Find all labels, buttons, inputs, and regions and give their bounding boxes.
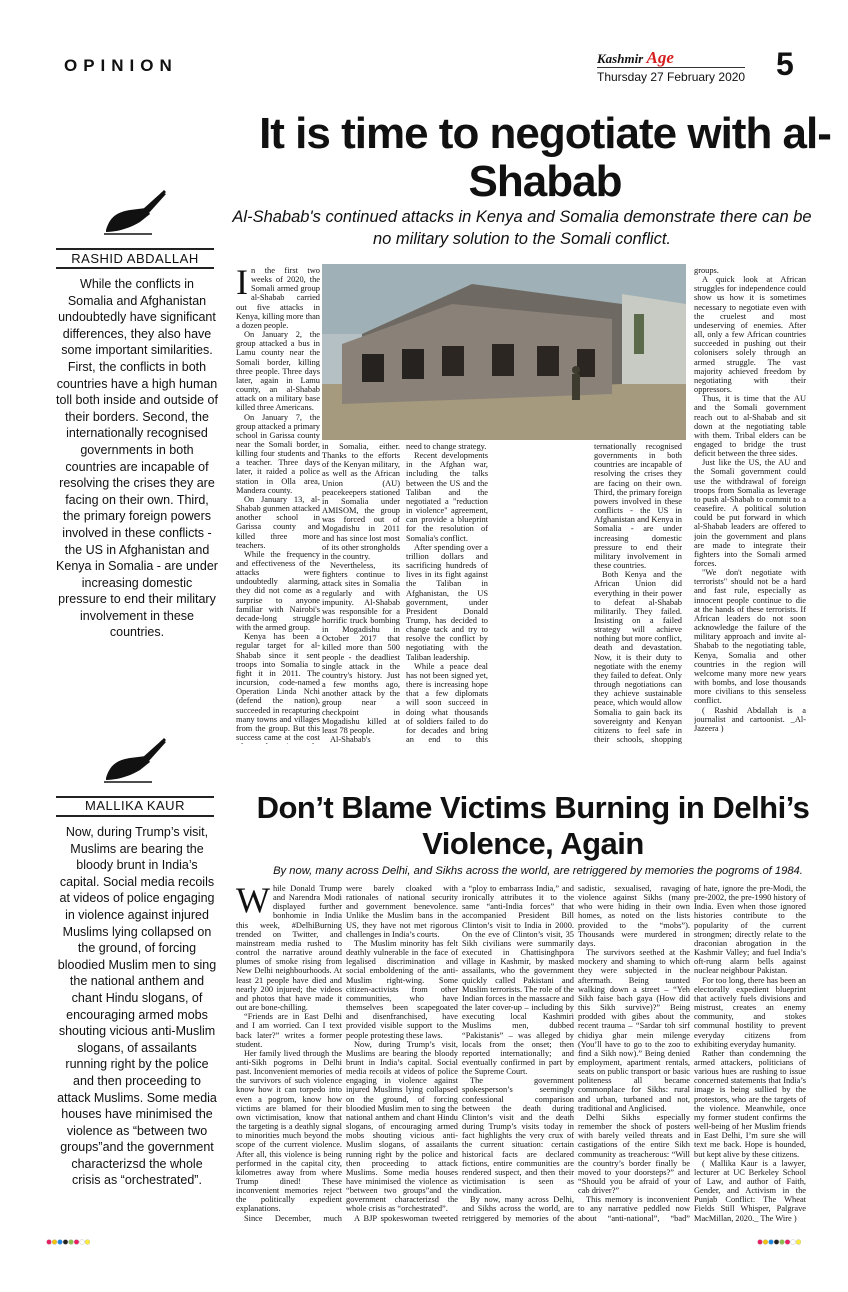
footer-dot [58,1240,63,1245]
article2-column-1 [236,884,342,1224]
newspaper-photo [322,264,686,440]
footer-dot [63,1240,68,1245]
article2-col1-para [236,884,342,1012]
paragraph: n the first two weeks of 2020, the Somali armed group al-Shabab carried out five attacks in Kenya, killing more than a dozen people. [236,266,320,330]
footer-dot [80,1240,85,1245]
paragraph: Kenya has been a regular target for al-Shabab since it sent troops into Somalia to fight it in 2011. The incursion, code-named Operation Linda Nchi (defend the nation), succeeded in recapturing many towns and villages from the group. But this success came at the cost [236,632,320,742]
dropcap: W [236,884,270,920]
footer-dot [774,1240,779,1245]
paragraph: in Somalia, either. Thanks to the efforts of the Kenyan military, as well as the African Union (AU) peacekeepers stationed in Somalia under AMISOM, the group was forced out of Mogadishu in 2011 and has since lost most of its other strongholds in the country. [322,442,400,561]
paragraph: hile Donald Trump and Narendra Modi displayed further bonhomie in India this week, #DelhiBurning trended on Twitter, and mainstream media rushed to control the narrative around plumes of smoke rising from New Delhi neighbourhoods. At least 21 people have died and nearly 200 injured; the videos and photos that have made it out are bone-chilling. [236,884,342,1013]
paragraph: ( Mallika Kaur is a lawyer, lecturer at UC Berkeley School of Law, and author of Faith, Gender, and Activism in the Punjab Conflict: The Wheat Fields Still Whisper, Palgrave MacMillan, 2020._ The Wire ) [694,1158,806,1223]
article1-col1-para [236,266,320,330]
footer-dot [47,1240,52,1245]
paper-name-prefix: Kashmir [597,51,644,66]
paragraph: On January 2, the group attacked a bus in Lamu county near the Somali border, killing three people. Three days later, again in Lamu county, an al-Shabab attack on a military base killed three Americans. [236,330,320,413]
paragraph: Her family lived through the anti-Sikh pogroms in Delhi past. Inconvenient memories of the survivors of such violence know how it can torpedo into even a pogrom, know how victims are blamed for their own victimisation, know that the targeting is a deathly signal to minorities much beyond the scope of the current violence. After all, this violence is being performed in the capital city, kilometres away from where Trump dined! These inconvenient memories reject the politically expedient explanations. [236,1048,342,1214]
article1-column-4 [594,442,682,744]
article2-pullquote: Now, during Trump’s visit, Muslims are bearing the bloody brunt in India’s capital. Social media recoils at videos of police engaging in violence against injured Muslims lying collapsed on the ground, of forcing bloodied Muslim men to sing the national anthem and chant Hindu slogans, of encouraging armed mobs shouting vicious anti-Muslim slogans, of assailants running right by the police and then proceeding to attack Muslims. Some media houses have minimised the violence as “between two groups”and the government characterizsd the whole crisis as “orchestrated”. [57,825,217,1188]
footer-dot [52,1240,57,1245]
paragraph: The survivors seethed at the mockery and shaming to which they were subjected in the aftermath. Being taunted walking down a street – “Yeh Sikh faise bach gaya (How did this Sikh survive)?” Being prodded with gibes about the recent trauma – “Sardar toh sirf chidiya ghar mein milenge (You’ll have to go to the zoo to find a Sikh now).” Being denied employment, apartment rentals, seats on public transport or basic politeness all became commonplace for Sikhs: rural and urban, turbaned and not, traditional and Anglicised. [578,948,690,1113]
paragraph: "We don't negotiate with terrorists" should not be a hard and fast rule, especially as innocent people continue to die at the hands of these terrorists. If African leaders do not soon acknowledge the failure of the military approach and invite al-Shabab to the negotiating table, Kenya, Somalia and other countries in the region will welcome many more new years with bombs, and lose thousands more civilians to this senseless conflict. [694,568,806,706]
paragraph: Al-Shabab's [330,735,371,744]
paragraph: By now, many across Delhi, and Sikhs across the world, are retriggered by memories of the [462,1195,574,1223]
article2-column-3 [462,884,574,1224]
pen-icon [100,736,170,786]
paragraph: Recent developments in the Afghan war, including the talks between the US and the Taliban and the negotiated a "reduction in violence" agreement, can provide a blueprint for the resolution of Somalia's conflict. [406,451,488,543]
author-rule [56,248,214,250]
paragraph: For too long, there has been an electorally expedient blueprint that actively fuels divisions and mistrust, creates an enemy community, and stokes communal hostility to prevent everyday citizens from exhibiting everyday humanity. [694,975,806,1049]
article1-column-2 [322,442,400,744]
footer-dot [74,1240,79,1245]
paragraph: After spending over a trillion dollars and sacrificing hundreds of lives in its fight against the Taliban in Afghanistan, the US government, under President Donald Trump, has decided to change tack and try to resolve the conflict by negotiating with the Taliban leadership. [406,542,488,662]
footer-dot [785,1240,790,1245]
footer-dot [769,1240,774,1245]
article2-column-2 [346,884,458,1224]
paper-name-suffix: Age [646,48,674,67]
paragraph: Thus, it is time that the AU and the Somali government reach out to al-Shabab and sit down at the negotiating table with them. Tribal elders can be engaged to bridge the trust deficit between the three sides. [694,394,806,459]
article2-subhead: By now, many across Delhi, and Sikhs across the world, are retriggered by memories the pogroms of 1984. [273,865,803,877]
paragraph: ( Rashid Abdallah is a journalist and cartoonist. _Al-Jazeera ) [694,705,806,733]
paragraph: Since December, much [244,1213,342,1223]
masthead [597,48,787,88]
paragraph: need to change strategy. [406,442,487,451]
paragraph: On January 7, the group attacked a primary school in Garissa county near the Somali border, killing four students and a teacher. Three days later, it raided a police station in Olla area, Mandera county. [236,412,320,495]
article2-author: MALLIKA KAUR [85,798,185,813]
paragraph: A quick look at African struggles for independence could show us how it is sometimes necessary to negotiate even with the cruelest and most undeserving of enemies. After all, only a few African countries succeeded in pushing out their colonisers solely through an armed struggle. The vast majority achieved freedom by negotiating with their oppressors. [694,275,806,395]
paragraph: Rather than condemning the armed attackers, politicians of various hues are rushing to issue concerned statements that India’s image is being sullied by the protestors, who are the targets of the violence. Meanwhile, once my former student confirms the well-being of her Muslim friends in East Delhi, I’m sure she will text me back. Hope is hounded, but kept alive by these citizens. [694,1048,806,1159]
paragraph: Delhi Sikhs especially remember the shock of posters with barely veiled threats and castigations of the entire Sikh community as treacherous: “Will the country’s border finally be moved to your doorsteps?” and “Should you be afraid of your cab driver?” [578,1112,690,1196]
article2-headline: Don’t Blame Victims Burning in Delhi’s Violence, Again [256,790,810,861]
paragraph: This memory is inconvenient to any narrative peddled now about “anti-national”, “bad” [578,1195,690,1223]
article2-column-5 [694,884,806,1224]
article1-subhead: Al-Shabab's continued attacks in Kenya and Somalia demonstrate there can be no military solution to the Somali conflict. [232,208,812,248]
issue-date: Thursday 27 February 2020 [597,67,745,84]
paragraph: ternationally recognised governments in both countries are incapable of resolving the crises they are facing on their own. Third, the primary foreign powers involved in these conflicts - the US in Afghanistan and Kenya in Somalia - are under increasing domestic pressure to end their military involvement in these countries. [594,442,682,571]
footer-dot [780,1240,785,1245]
dropcap: I [236,266,248,302]
paragraph: A BJP spokeswoman tweeted [354,1213,458,1223]
footer-dot [758,1240,763,1245]
article2-column-4 [578,884,690,1224]
footer-dot [791,1240,796,1245]
paragraph: were barely cloaked with rationales of national security and government benevolence. Unlike the Muslim bans in the US, they have not met rigorous challenges in India’s courts. [346,884,458,939]
burned-building-photo [322,264,686,440]
paragraph: Just like the US, the AU and the Somali government could use the withdrawal of foreign troops from Somalia as leverage to push al-Shabab to commit to a ceasefire. A political solution could be put forward in which al-Shabab leaders are offered to join the government and plans are made to integrate their fighters into the Somali armed forces. [694,458,806,568]
paragraph: While a peace deal has not been signed yet, there is increasing hope that a few diplomats will soon succeed in doing what thousands of soldiers failed to do for decades and bring an end to this [406,661,488,744]
paragraph: While the frequency and effectiveness of the attacks were undoubtedly alarming, they did not come as a surprise to anyone familiar with Nairobi's decade-long struggle with the armed group. [236,549,320,633]
article1-pullquote: While the conflicts in Somalia and Afghanistan undoubtedly have significant differences, they also have some important similarities. First, the conflicts in both countries have a high human toll both inside and outside of their borders. Second, the internationally recognised governments in both countries are incapable of resolving the crises they are facing on their own. Third, the primary foreign powers involved in these conflicts - the US in Afghanistan and Kenya in Somalia - are under increasing domestic pressure to end their military involvement in these countries. [56,277,218,640]
section-label: OPINION [64,56,178,75]
paper-name [597,48,674,68]
footer-dot-strip [46,1237,806,1247]
paragraph: Nevertheless, its fighters continue to attack sites in Somalia regularly and with impunity. Al-Shabab was responsible for a horrific truck bombing in Mogadishu in October 2017 that killed more than 500 people - the deadliest single attack in the country's history. Just a few months ago, another attack by the group near a checkpoint in Mogadishu killed at least 78 people. [322,561,400,735]
paragraph: On January 13, al-Shabab gunmen attacked another school in Garissa county and killed three more teachers. [236,494,320,550]
page-number: 5 [776,46,794,82]
article1-headline: It is time to negotiate with al-Shabab [259,109,831,206]
paragraph: a “ploy to embarrass India,” and ironically attributes it to the same “anti-India forces” that accompanied President Bill Clinton’s visit to India in 2000. On the eve of Clinton’s visit, 35 Sikh civilians were summarily executed in Chattisinghpora village in Kashmir, by masked assailants, who the government quickly called Pakistani and Muslim terrorists. The role of the Indian forces in the massacre and the later cover-up – including by executing local Kashmiri Muslims men, dubbed “Pakistanis” – was alleged by locals from the onset; then reported internationally; and eventually confirmed in part by the Supreme Court. [462,884,574,1077]
paragraph: of hate, ignore the pre-Modi, the pre-2002, the pre-1990 history of India. Even when those ignored histories contribute to the popularity of the current strongmen; directly relate to the draconian abrogation in the Kashmir Valley; and fuel India’s oft-rung alarm bells against nuclear neighbour Pakistan. [694,884,806,976]
footer-dot [85,1240,90,1245]
pen-icon [100,188,170,238]
paragraph: groups. [694,266,719,275]
article1-author: RASHID ABDALLAH [71,251,199,266]
author-rule [56,267,214,269]
author-rule [56,815,214,817]
footer-dot [69,1240,74,1245]
paragraph: The government spokesperson’s seemingly confessional comparison between the death during Clinton’s visit and the death during Trump’s visits today in fact highlights the very crux of the current situation: certain historical facts are declared fictions, entire communities are rendered suspect, and then their victimisation is seen as vindication. [462,1076,574,1196]
footer-dot [763,1240,768,1245]
article1-column-5 [694,266,806,744]
paragraph: The Muslim minority has felt deathly vulnerable in the face of legalised discrimination and social emboldening of the anti-Muslim right-wing. Some citizen-activists from other communities, who have themselves been scapegoated and disenfranchised, have provided visible support to the people protesting these laws. [346,938,458,1040]
article1-column-3 [406,442,488,744]
paragraph: sadistic, sexualised, ravaging violence against Sikhs (many who were hiding in their own homes, as noted on the lists provided to the “mobs”). Thousands were murdered in days. [578,884,690,948]
paragraph: Both Kenya and the African Union did everything in their power to defeat al-Shabab militarily. They failed. Insisting on a failed strategy will achieve nothing but more conflict, death and devastation. Now, it is their duty to negotiate with the enemy they failed to defeat. Only through negotiations can they achieve sustainable peace, which would allow Somalia to gain back its sovereignty and Kenyan citizens to feel safe in their schools, shopping [594,570,682,744]
footer-dot [796,1240,801,1245]
paragraph: “Friends are in East Delhi and I am worried. Can I text back later?” writes a former student. [236,1012,342,1049]
paragraph: Now, during Trump’s visit, Muslims are bearing the bloody brunt in India’s capital. Social media recoils at videos of police engaging in violence against injured Muslims lying collapsed on the ground, of forcing bloodied Muslim men to sing the national anthem and chant Hindu slogans, of encouraging armed mobs shouting vicious anti-Muslim slogans, of assailants running right by the police and then proceeding to attack Muslims. Some media houses have minimised the violence as “between two groups”and the government characterizsd the whole crisis as “orchestrated”. [346,1039,458,1214]
article1-column-1 [236,266,320,744]
